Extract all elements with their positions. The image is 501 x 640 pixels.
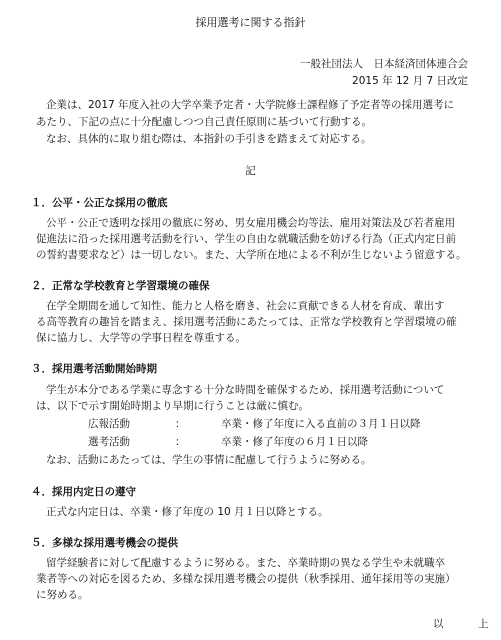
- issuer-name: 一般社団法人 日本経済団体連合会: [300, 58, 468, 70]
- document-title: 採用選考に関する指針: [195, 16, 306, 29]
- section-3-after: なお、活動にあたっては、学生の事情に配慮して行うように努める。: [46, 454, 372, 466]
- section-3-heading: ３．採用選考活動開始時期: [31, 363, 157, 375]
- section-1-line-3: の誓約書要求など）は一切しない。また、大学所在地による不利が生じないよう留意する。: [36, 249, 467, 261]
- section-5-line-2: 業者等への対応を図るため、多様な採用選考機会の提供（秋季採用、通年採用等の実施）: [36, 573, 456, 585]
- section-1-line-1: 公平・公正で透明な採用の徹底に努め、男女雇用機会均等法、雇用対策法及び若者雇用: [46, 217, 456, 229]
- section-2-line-2: る高等教育の趣旨を踏まえ、採用選考活動にあたっては、正常な学校教育と学習環境の確: [36, 316, 457, 328]
- revision-date: 2015 年 12 月 7 日改定: [352, 75, 468, 87]
- schedule-colon-publicity: ：: [175, 418, 186, 430]
- section-3-line-2: は、以下で示す開始時期より早期に行うことは厳に慎む。: [36, 400, 309, 412]
- section-4-line-1: 正式な内定日は、卒業・修了年度の 10 月１日以降とする。: [46, 506, 329, 518]
- section-3-line-1: 学生が本分である学業に専念する十分な時間を確保するため、採用選考活動について: [46, 384, 445, 396]
- section-1-line-2: 促進法に沿った採用選考活動を行い、学生の自由な就職活動を妨げる行為（正式内定日前: [36, 233, 456, 245]
- section-5-heading: ５．多様な採用選考機会の提供: [31, 537, 178, 549]
- section-4-heading: ４．採用内定日の遵守: [31, 486, 136, 498]
- schedule-label-selection: 選考活動: [88, 436, 130, 448]
- schedule-value-selection: 卒業・修了年度の６月１日以降: [221, 436, 368, 448]
- section-1-heading: １．公平・公正な採用の徹底: [31, 197, 168, 209]
- ki-heading: 記: [245, 165, 256, 177]
- section-5-line-3: に努める。: [36, 589, 89, 601]
- intro-line-3: なお、具体的に取り組む際は、本指針の手引きを踏まえて対応する。: [46, 133, 372, 145]
- section-2-line-1: 在学全期間を通して知性、能力と人格を磨き、社会に貢献できる人材を育成、輩出す: [46, 300, 445, 312]
- closing-mark: 以 上: [433, 618, 501, 630]
- schedule-value-publicity: 卒業・修了年度に入る直前の３月１日以降: [221, 418, 421, 430]
- schedule-label-publicity: 広報活動: [88, 418, 130, 430]
- section-2-line-3: 保に協力し、大学等の学事日程を尊重する。: [36, 332, 246, 344]
- intro-line-1: 企業は、2017 年度入社の大学卒業予定者・大学院修士課程修了予定者等の採用選考に: [46, 99, 455, 111]
- section-2-heading: ２．正常な学校教育と学習環境の確保: [31, 280, 210, 292]
- schedule-colon-selection: ：: [175, 436, 186, 448]
- section-5-line-1: 留学経験者に対して配慮するように努める。また、卒業時期の異なる学生や未就職卒: [46, 557, 445, 569]
- intro-line-2: あたり、下記の点に十分配慮しつつ自己責任原則に基づいて行動する。: [36, 116, 372, 128]
